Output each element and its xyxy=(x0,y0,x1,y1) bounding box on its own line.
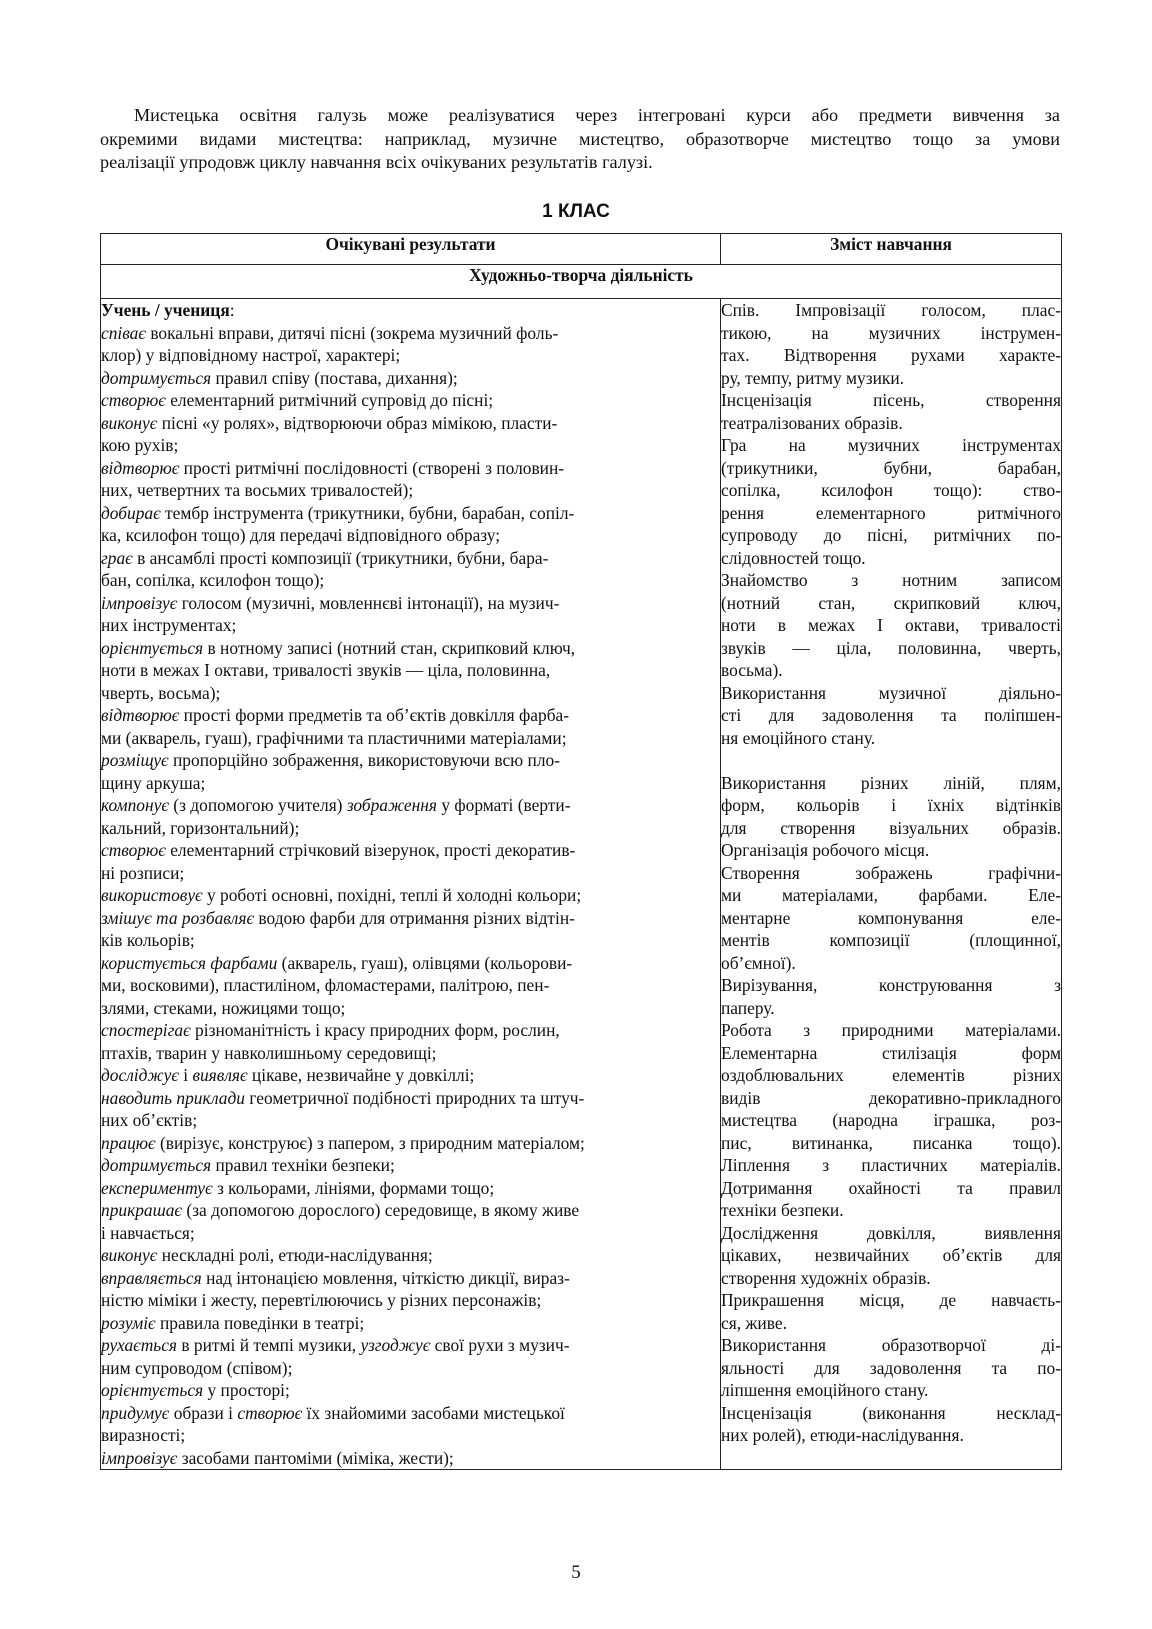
grade-title: 1 КЛАС xyxy=(542,201,610,222)
result-text: ків кольорів; xyxy=(101,930,195,950)
action-verb: компонує xyxy=(101,795,169,815)
result-text: ністю міміки і жесту, перевтілюючись у різних персонажів; xyxy=(101,1290,542,1310)
result-line xyxy=(101,1042,720,1065)
column-header-learning-content: Зміст навчання xyxy=(721,234,1062,265)
result-text: клор) у відповідному настрої, характері; xyxy=(101,345,401,365)
lead-colon: : xyxy=(229,300,235,320)
result-line xyxy=(101,749,720,772)
learning-content-cell xyxy=(721,299,1062,1470)
result-text: (акварель, гуаш), олівцями (кольорови- xyxy=(277,952,573,973)
content-line: Елементарна стилізація форм xyxy=(721,1042,1061,1063)
content-line: форм, кольорів і їхніх відтінків xyxy=(721,795,1061,815)
result-text: елементарний ритмічний супровід до пісні; xyxy=(165,390,494,410)
result-text: них, четвертних та восьмих тривалостей); xyxy=(101,480,414,500)
result-text: прості ритмічні послідовності (створені з половин- xyxy=(179,457,565,478)
result-text: у просторі; xyxy=(203,1380,290,1400)
result-line xyxy=(101,929,720,952)
content-line: Інсценізація пісень, створення xyxy=(721,390,1061,410)
content-line: ноти в межах І октави, тривалості xyxy=(721,615,1061,635)
result-text: ні розписи; xyxy=(101,862,185,883)
result-text: чверть, восьма); xyxy=(101,682,221,703)
content-line: слідовностей тощо. xyxy=(721,547,866,568)
action-verb: наводить приклади xyxy=(101,1087,245,1108)
content-line: Дотримання охайності та правил xyxy=(721,1177,1061,1198)
result-text: свої рухи з музич- xyxy=(430,1335,570,1355)
result-text: (вирізує, конструює) з папером, з природним матеріалом; xyxy=(155,1132,585,1153)
action-verb: виконує xyxy=(101,1245,158,1265)
result-line xyxy=(101,322,720,345)
content-line: цікавих, незвичайних об’єктів для xyxy=(721,1245,1061,1265)
result-text: і навчається; xyxy=(101,1222,195,1243)
action-verb: узгоджує xyxy=(360,1335,431,1355)
result-line xyxy=(101,1177,720,1200)
action-verb: змішує та розбавляє xyxy=(101,907,255,928)
content-line: Використання образотворчої ді- xyxy=(721,1335,1061,1355)
action-verb: придумує xyxy=(101,1402,170,1423)
content-line: Знайомство з нотним записом xyxy=(721,570,1061,590)
content-line: супроводу до пісні, ритмічних по- xyxy=(721,525,1061,545)
result-line xyxy=(101,952,720,975)
content-line: тах. Відтворення рухами характе- xyxy=(721,345,1061,365)
result-line xyxy=(101,1447,720,1470)
action-verb: орієнтується xyxy=(101,637,204,658)
result-text: в ансамблі прості композиції (трикутники, бубни, бара- xyxy=(132,547,549,568)
content-line: Організація робочого місця. xyxy=(721,840,930,860)
result-line xyxy=(101,1379,720,1402)
result-text: (за допомогою дорослого) середовище, в якому живе xyxy=(182,1200,580,1220)
action-verb: створює xyxy=(101,840,166,860)
result-line xyxy=(101,1357,720,1380)
result-line xyxy=(101,547,720,570)
expected-results-cell xyxy=(101,299,721,1470)
result-line xyxy=(101,1267,720,1290)
result-line xyxy=(101,569,720,592)
action-verb: вправляється xyxy=(101,1267,202,1288)
result-line xyxy=(101,727,720,750)
section-row xyxy=(101,265,1062,299)
result-text: і xyxy=(178,1065,193,1085)
result-line xyxy=(101,1109,720,1132)
result-line xyxy=(101,682,720,705)
result-line xyxy=(101,434,720,457)
result-line xyxy=(101,592,720,615)
content-line: Гра на музичних інструментах xyxy=(721,435,1061,455)
result-line xyxy=(101,614,720,637)
expected-results-list xyxy=(101,322,720,1470)
result-line xyxy=(101,659,720,682)
result-text: кою рухів; xyxy=(101,435,179,455)
result-text: вокальні вправи, дитячі пісні (зокрема музичний фоль- xyxy=(145,322,559,343)
result-text: геометричної подібності природних та штуч- xyxy=(244,1087,585,1108)
result-line xyxy=(101,479,720,502)
content-line: Робота з природними матеріалами. xyxy=(721,1020,1061,1040)
content-line: Вирізування, конструювання з xyxy=(721,975,1061,995)
result-line xyxy=(101,817,720,840)
result-text: правила поведінки в театрі; xyxy=(155,1312,365,1333)
action-verb: дотримується xyxy=(101,1155,212,1175)
result-line xyxy=(101,412,720,435)
content-line: восьма). xyxy=(721,660,783,680)
result-line xyxy=(101,637,720,660)
content-line: (трикутники, бубни, барабан, xyxy=(721,457,1061,478)
intro-paragraph xyxy=(100,104,1060,175)
learning-content-list xyxy=(721,299,1061,1447)
result-line xyxy=(101,772,720,795)
result-text: кальний, горизонтальний); xyxy=(101,817,300,838)
action-verb: експериментує xyxy=(101,1177,213,1198)
content-line: ліпшення емоційного стану. xyxy=(721,1380,929,1400)
result-text: злями, стеками, ножицями тощо; xyxy=(101,997,346,1018)
content-line: мистецтва (народна іграшка, роз- xyxy=(721,1110,1061,1130)
result-line xyxy=(101,344,720,367)
result-text: прості форми предметів та об’єктів довкілля фарба- xyxy=(179,705,570,725)
result-text: щину аркуша; xyxy=(101,772,206,793)
action-verb: виконує xyxy=(101,412,158,433)
column-header-expected-results: Очікувані результати xyxy=(101,234,721,265)
result-line xyxy=(101,907,720,930)
result-text: образи і xyxy=(169,1402,238,1423)
result-text: у роботі основні, похідні, теплі й холодні кольори; xyxy=(202,885,582,905)
result-line xyxy=(101,1199,720,1222)
content-line: тикою, на музичних інструмен- xyxy=(721,322,1061,343)
result-line xyxy=(101,884,720,907)
result-line xyxy=(101,367,720,390)
result-line xyxy=(101,524,720,547)
content-line: Дослідження довкілля, виявлення xyxy=(721,1222,1061,1243)
content-line: Ліплення з пластичних матеріалів. xyxy=(721,1155,1061,1175)
result-text: ним супроводом (співом); xyxy=(101,1357,293,1378)
result-text: голосом (музичні, мовленнєві інтонації), на музич- xyxy=(177,592,560,613)
lead-label: Учень / учениця xyxy=(101,300,230,320)
content-line: сті для задоволення та поліпшен- xyxy=(721,705,1061,725)
result-line xyxy=(101,457,720,480)
result-text: птахів, тварин у навколишньому середовищі; xyxy=(101,1042,437,1063)
content-line: техніки безпеки. xyxy=(721,1200,844,1220)
action-verb: створює xyxy=(237,1402,303,1423)
content-line: ментів композиції (площинної, xyxy=(721,930,1061,950)
content-line: оздоблювальних елементів різних xyxy=(721,1065,1061,1085)
result-line xyxy=(101,1334,720,1357)
result-text: їх знайомими засобами мистецької xyxy=(302,1402,565,1423)
content-line: Створення зображень графічни- xyxy=(721,862,1061,883)
action-verb: орієнтується xyxy=(101,1380,204,1400)
action-verb: грає xyxy=(101,547,133,568)
page-number: 5 xyxy=(571,1562,581,1583)
content-line: Використання різних ліній, плям, xyxy=(721,772,1061,793)
blank-line xyxy=(721,749,1061,772)
result-text: них інструментах; xyxy=(101,615,237,635)
content-line: рення елементарного ритмічного xyxy=(721,502,1061,523)
result-text: з кольорами, лініями, формами тощо; xyxy=(212,1177,495,1198)
content-line: театралізованих образів. xyxy=(721,412,903,433)
result-line xyxy=(101,1424,720,1447)
intro-line: реалізації упродовж циклу навчання всіх очікуваних результатів галузі. xyxy=(100,152,653,172)
content-line: видів декоративно-прикладного xyxy=(721,1087,1061,1108)
result-line xyxy=(101,704,720,727)
result-line xyxy=(101,1064,720,1087)
intro-line: окремими видами мистецтва: наприклад, музичне мистецтво, образотворче мистецтво тощо за умови xyxy=(100,128,1060,149)
action-verb: використовує xyxy=(101,885,203,905)
content-line: ми матеріалами, фарбами. Еле- xyxy=(721,885,1061,905)
action-verb: спостерігає xyxy=(101,1020,191,1040)
content-line: ня емоційного стану. xyxy=(721,727,876,748)
content-line: Інсценізація (виконання несклад- xyxy=(721,1402,1061,1423)
result-line xyxy=(101,794,720,817)
result-line xyxy=(101,1154,720,1177)
content-line: пис, витинанка, писанка тощо). xyxy=(721,1132,1061,1153)
action-verb: зображення xyxy=(346,795,437,815)
action-verb: розуміє xyxy=(101,1312,156,1333)
section-title: Художньо-творча діяльність xyxy=(101,265,1062,299)
result-line xyxy=(101,974,720,997)
action-verb: досліджує xyxy=(101,1065,179,1085)
content-line: Спів. Імпровізації голосом, плас- xyxy=(721,300,1061,320)
result-text: елементарний стрічковий візерунок, прості декоратив- xyxy=(165,840,576,860)
curriculum-table xyxy=(100,233,1062,1470)
result-text: ми (акварель, гуаш), графічними та пластичними матеріалами; xyxy=(101,727,567,748)
content-line: об’ємної). xyxy=(721,952,796,973)
content-line: (нотний стан, скрипковий ключ, xyxy=(721,592,1061,613)
action-verb: співає xyxy=(101,322,146,343)
content-line: паперу. xyxy=(721,997,775,1018)
content-line: для створення візуальних образів. xyxy=(721,817,1061,838)
result-text: в нотному записі (нотний стан, скрипковий ключ, xyxy=(203,637,576,658)
result-line xyxy=(101,502,720,525)
result-text: пісні «у ролях», відтворюючи образ мімікою, пласти- xyxy=(157,412,558,433)
result-text: водою фарби для отримання різних відтін- xyxy=(254,907,575,928)
action-verb: відтворює xyxy=(101,457,180,478)
content-line: ментарне компонування еле- xyxy=(721,907,1061,928)
result-text: виразності; xyxy=(101,1425,186,1445)
result-text: над інтонацією мовлення, чіткістю дикції, вираз- xyxy=(201,1267,570,1288)
action-verb: дотримується xyxy=(101,367,212,388)
intro-line: Мистецька освітня галузь може реалізуватися через інтегровані курси або предмети вивчення за xyxy=(134,105,1060,125)
result-text: ка, ксилофон тощо) для передачі відповідного образу; xyxy=(101,525,501,545)
lead-line xyxy=(101,299,720,322)
result-line xyxy=(101,1132,720,1155)
content-line: них ролей), етюди-наслідування. xyxy=(721,1425,964,1445)
result-line xyxy=(101,839,720,862)
result-text: бан, сопілка, ксилофон тощо); xyxy=(101,570,325,590)
result-line xyxy=(101,862,720,885)
content-line: звуків — ціла, половинна, чверть, xyxy=(721,637,1061,658)
content-line: Прикрашення місця, де навчаєть- xyxy=(721,1290,1061,1310)
result-line xyxy=(101,1244,720,1267)
result-text: них об’єктів; xyxy=(101,1110,198,1130)
table-row xyxy=(101,299,1062,1470)
action-verb: працює xyxy=(101,1132,156,1153)
result-text: ноти в межах І октави, тривалості звуків — ціла, половинна, xyxy=(101,660,551,680)
result-text: нескладні ролі, етюди-наслідування; xyxy=(157,1245,433,1265)
result-line xyxy=(101,1087,720,1110)
action-verb: користується фарбами xyxy=(101,952,278,973)
content-line: ся, живе. xyxy=(721,1312,787,1333)
action-verb: прикрашає xyxy=(101,1200,183,1220)
result-text: ми, восковими), пластиліном, фломастерами, палітрою, пен- xyxy=(101,975,550,995)
result-line xyxy=(101,997,720,1020)
result-line xyxy=(101,1222,720,1245)
content-line: ру, темпу, ритму музики. xyxy=(721,367,905,388)
action-verb: виявляє xyxy=(192,1065,248,1085)
result-text: засобами пантоміми (міміка, жести); xyxy=(177,1447,454,1468)
action-verb: добирає xyxy=(101,502,161,523)
action-verb: створює xyxy=(101,390,166,410)
result-text: тембр інструмента (трикутники, бубни, барабан, сопіл- xyxy=(160,502,575,523)
result-line xyxy=(101,1402,720,1425)
result-text: пропорційно зображення, використовуючи всю пло- xyxy=(168,750,560,770)
result-text: (з допомогою учителя) xyxy=(168,795,347,815)
action-verb: розміщує xyxy=(101,750,169,770)
result-text: правил техніки безпеки; xyxy=(211,1155,395,1175)
result-line xyxy=(101,389,720,412)
content-line: створення художніх образів. xyxy=(721,1267,931,1288)
result-text: правил співу (постава, дихання); xyxy=(211,367,458,388)
content-line: яльності для задоволення та по- xyxy=(721,1357,1061,1378)
result-line xyxy=(101,1019,720,1042)
result-text: у форматі (верти- xyxy=(437,795,571,815)
action-verb: імпровізує xyxy=(101,592,178,613)
action-verb: рухається xyxy=(101,1335,177,1355)
result-text: цікаве, незвичайне у довкіллі; xyxy=(247,1065,475,1085)
result-line xyxy=(101,1289,720,1312)
action-verb: імпровізує xyxy=(101,1447,178,1468)
table-header-row xyxy=(101,234,1062,265)
result-text: в ритмі й темпі музики, xyxy=(177,1335,361,1355)
content-line: Використання музичної діяльно- xyxy=(721,682,1061,703)
content-line: сопілка, ксилофон тощо): ство- xyxy=(721,480,1061,500)
action-verb: відтворює xyxy=(101,705,180,725)
result-text: різноманітність і красу природних форм, рослин, xyxy=(190,1020,560,1040)
result-line xyxy=(101,1312,720,1335)
